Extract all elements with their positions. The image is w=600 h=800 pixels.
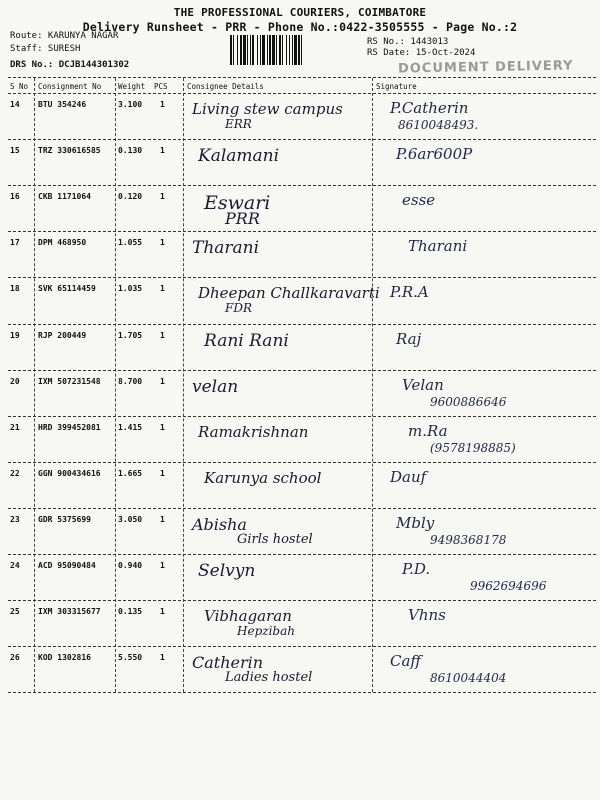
row-sno: 26 <box>10 653 20 663</box>
row-weight: 1.665 <box>118 468 143 478</box>
staff-label: Staff: SURESH <box>10 44 81 54</box>
row-consignee-handwritten: Kalamani <box>198 146 280 167</box>
row-divider <box>8 277 596 278</box>
row-sno: 22 <box>10 468 20 478</box>
row-divider <box>8 231 596 232</box>
row-signature: Raj <box>396 329 422 348</box>
row-signature: m.Ra <box>408 421 448 440</box>
row-signature: esse <box>402 191 436 210</box>
row-sno: 18 <box>10 284 20 294</box>
row-signature: Velan <box>402 375 444 394</box>
row-divider <box>8 416 596 417</box>
row-consignment-no: TRZ 330616585 <box>38 146 101 156</box>
row-consignee-handwritten: Living stew campus <box>192 100 343 118</box>
row-signature: P.Catherin <box>390 99 469 117</box>
row-consignment-no: HRD 399452081 <box>38 422 101 432</box>
row-sno: 14 <box>10 100 20 109</box>
row-pcs: 1 <box>160 330 165 340</box>
row-pcs: 1 <box>160 238 165 248</box>
row-divider <box>8 554 596 555</box>
row-weight: 0.940 <box>118 561 143 570</box>
row-phone-handwritten: 8610044404 <box>430 671 507 686</box>
row-divider <box>8 508 596 509</box>
row-sno: 20 <box>10 376 20 386</box>
row-weight: 0.130 <box>118 146 143 156</box>
row-divider <box>8 139 596 140</box>
drs-number: DRS No.: DCJB144301302 <box>10 60 130 70</box>
row-consignment-no: IXM 507231548 <box>38 376 101 386</box>
col-consignee: Consignee Details <box>187 82 264 91</box>
row-weight: 8.700 <box>118 376 143 386</box>
row-divider <box>8 324 596 325</box>
row-consignment-no: GGN 900434616 <box>38 468 101 478</box>
company-title: THE PROFESSIONAL COURIERS, COIMBATORE <box>173 6 427 19</box>
row-pcs: 1 <box>160 376 165 386</box>
row-signature: P.D. <box>402 560 431 578</box>
row-pcs: 1 <box>160 100 165 109</box>
row-phone-handwritten: (9578198885) <box>430 440 516 455</box>
row-signature: Caff <box>390 652 422 671</box>
row-signature: P.R.A <box>390 283 429 302</box>
row-sno: 17 <box>10 238 20 248</box>
row-consignee-handwritten-line2: FDR <box>225 301 252 316</box>
row-divider <box>8 370 596 371</box>
row-signature: Mbly <box>396 513 435 532</box>
row-sno: 24 <box>10 561 20 570</box>
row-signature: Dauf <box>390 467 427 486</box>
row-consignment-no: DPM 468950 <box>38 238 87 248</box>
row-consignment-no: IXM 303315677 <box>38 607 101 617</box>
row-divider <box>8 185 596 186</box>
row-weight: 1.415 <box>118 422 143 432</box>
row-consignment-no: CKB 1171064 <box>38 192 91 202</box>
row-consignee-handwritten-line2: Hepzibah <box>237 624 295 639</box>
row-consignee-handwritten: Vibhagaran <box>204 607 292 626</box>
row-pcs: 1 <box>160 653 165 663</box>
row-phone-handwritten: 9600886646 <box>430 394 507 409</box>
row-consignee-handwritten-line2: ERR <box>225 117 252 131</box>
row-signature: Tharani <box>408 237 468 256</box>
row-weight: 3.050 <box>118 514 143 524</box>
row-pcs: 1 <box>160 561 165 570</box>
row-weight: 0.135 <box>118 607 143 617</box>
row-consignee-handwritten: Dheepan Challkaravarti <box>198 284 380 303</box>
row-weight: 1.705 <box>118 330 143 340</box>
col-sno: S No <box>10 82 29 91</box>
row-weight: 5.550 <box>118 653 143 663</box>
row-sno: 23 <box>10 514 20 524</box>
row-consignee-handwritten-line2: Girls hostel <box>237 531 313 547</box>
row-phone-handwritten: 9962694696 <box>470 579 547 593</box>
row-sno: 15 <box>10 146 20 156</box>
row-pcs: 1 <box>160 607 165 617</box>
col-pcs: PCS <box>154 82 168 91</box>
row-consignment-no: KOD 1302816 <box>38 653 91 663</box>
row-consignment-no: RJP 200449 <box>38 330 87 340</box>
row-consignment-no: SVK 65114459 <box>38 284 96 294</box>
row-consignee-handwritten-line2: PRR <box>225 209 260 229</box>
row-phone-handwritten: 8610048493. <box>398 118 479 132</box>
row-consignee-handwritten-line2: Ladies hostel <box>225 670 313 686</box>
route-label: Route: KARUNYA NAGAR <box>10 31 119 41</box>
row-consignee-handwritten: Rani Rani <box>204 330 289 351</box>
row-pcs: 1 <box>160 468 165 478</box>
rs-date: RS Date: 15-Oct-2024 <box>367 48 476 58</box>
row-consignee-handwritten: Catherin <box>192 653 264 673</box>
row-consignee-handwritten: velan <box>192 376 239 397</box>
row-weight: 1.055 <box>118 238 143 248</box>
row-weight: 1.035 <box>118 284 143 294</box>
col-weight: Weight <box>118 82 146 91</box>
row-consignee-handwritten: Abisha <box>192 514 247 534</box>
row-weight: 3.100 <box>118 100 143 109</box>
row-consignee-handwritten: Karunya school <box>204 468 322 487</box>
row-pcs: 1 <box>160 146 165 156</box>
row-sno: 16 <box>10 192 20 202</box>
row-pcs: 1 <box>160 422 165 432</box>
row-consignment-no: BTU 354246 <box>38 100 87 109</box>
row-pcs: 1 <box>160 514 165 524</box>
row-pcs: 1 <box>160 284 165 294</box>
row-sno: 19 <box>10 330 20 340</box>
row-divider <box>8 646 596 647</box>
barcode-image <box>230 35 360 65</box>
row-pcs: 1 <box>160 192 165 202</box>
document-delivery-stamp: DOCUMENT DELIVERY <box>397 58 574 77</box>
runsheet-heading: Delivery Runsheet - PRR - Phone No.:0422-3505555 - Page No.:2 <box>82 20 518 34</box>
row-consignee-handwritten: Ramakrishnan <box>198 422 309 441</box>
col-signature: Signature <box>376 82 417 91</box>
table-top-rule <box>8 77 596 78</box>
row-signature: Vhns <box>408 606 446 625</box>
row-sno: 21 <box>10 422 20 432</box>
row-consignment-no: GDR 5375699 <box>38 514 91 524</box>
row-phone-handwritten: 9498368178 <box>430 532 507 547</box>
table-header-rule <box>8 93 596 94</box>
row-divider <box>8 600 596 601</box>
row-consignee-handwritten: Selvyn <box>198 561 256 581</box>
row-weight: 0.120 <box>118 192 143 202</box>
row-signature: P.6ar600P <box>396 145 473 164</box>
row-divider <box>8 462 596 463</box>
rs-number: RS No.: 1443013 <box>367 37 449 47</box>
row-sno: 25 <box>10 607 20 617</box>
row-divider <box>8 692 596 693</box>
col-consignment: Consignment No <box>38 82 102 91</box>
row-consignee-handwritten: Tharani <box>192 238 260 259</box>
row-consignee-handwritten: Eswari <box>204 192 271 215</box>
row-consignment-no: ACD 95090484 <box>38 561 96 570</box>
